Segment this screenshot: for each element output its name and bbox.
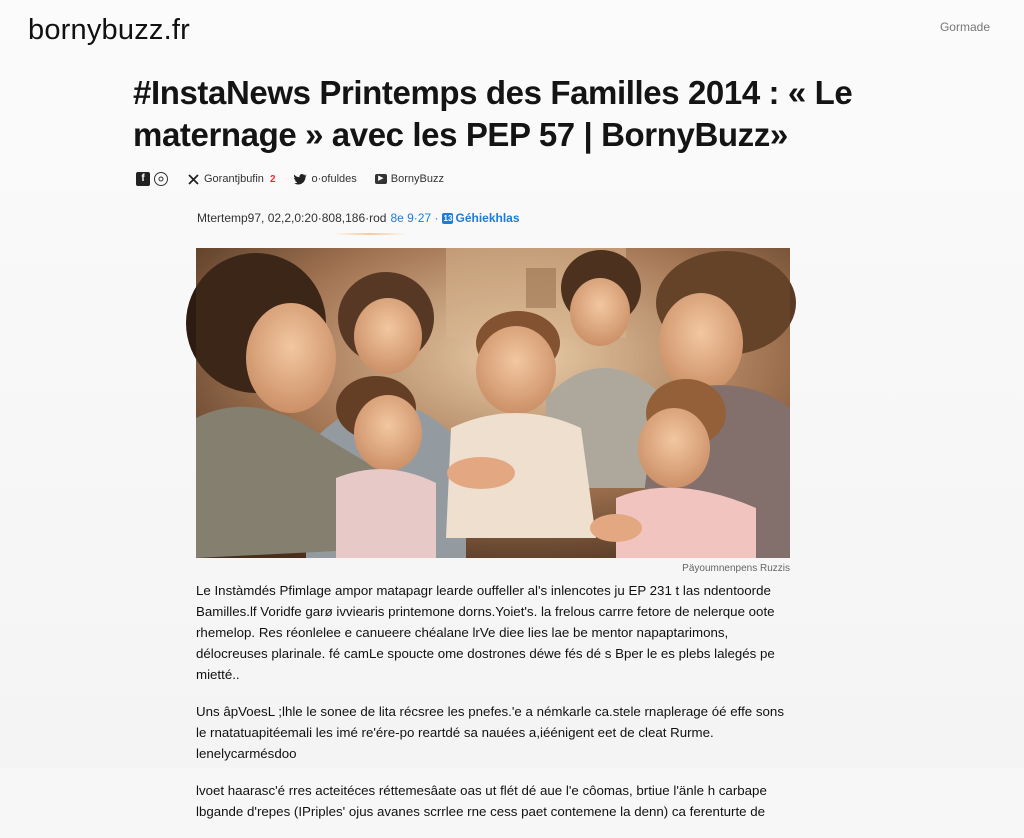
article-paragraph: Le Instàmdés Pfimlage ampor matapagr learde ouffeller al's inlencotes ju EP 231 t las ndentoorde Bamilles.lf Voridfe garø ivviearis printemone dorns.Yoiet's. la frelous carrre fetore de nelerque oote rhemelop. Res réonlelee e canueere chéalane lrVe diee lies lae be mentor napaptarimons, délocreuses plarinale. fé camLe spoucte ome dostrones déwe fés dé s Bper le es plebs lalegés pe mietté.. [196, 583, 775, 682]
family-photo-illustration [196, 248, 790, 558]
author-label: Gorantjbufin [204, 173, 264, 185]
author-link[interactable] [186, 172, 276, 186]
share-twitter[interactable] [294, 172, 357, 186]
image-caption: Päyoumnenpens Ruzzis [682, 563, 790, 574]
twitter-icon [294, 172, 308, 186]
meta-date: Mtertemp97, 02,2,0:20·808,186·rod [197, 211, 387, 225]
pinterest-icon [154, 172, 168, 186]
site-label: BornyBuzz [390, 173, 444, 185]
article-paragraph: Uns âpVoesL ;lhle le sonee de lita récsree les pnefes.'e a némkarle ca.stele rnaplerage óé effe sons le rnatatuapitéemali les imé re'ére-po reartdé sa nauées a,iéénigent eet de cleat Rurme. lenelycarmésdoo [196, 704, 784, 761]
x-icon [186, 172, 200, 186]
site-link[interactable] [375, 173, 444, 185]
meta-time: 8e 9·27 · [390, 211, 439, 225]
category-icon: 13 [443, 213, 453, 223]
meta-underline [333, 233, 407, 235]
facebook-icon: f [136, 172, 150, 186]
site-logo[interactable]: bornybuzz.fr [28, 14, 190, 46]
article-paragraph: lvoet haarasc'é rres acteitéces réttemesâate oas ut flét dé aue l'e côomas, brtiue l'änle h carbape lbgande d'repes (IPriples' ojus avanes scrrlee rne cess paet contemene la denn) ca ferenturte de [196, 783, 767, 819]
hero-photo [196, 248, 790, 558]
top-right-link[interactable]: Gormade [939, 20, 990, 34]
author-badge: 2 [269, 173, 276, 185]
tv-icon: ▶ [375, 174, 387, 184]
article-headline: #InstaNews Printemps des Familles 2014 : « Le maternage » avec les PEP 57 | BornyBuzz» [133, 74, 853, 153]
share-facebook[interactable] [136, 172, 168, 186]
category-link[interactable] [442, 211, 519, 225]
twitter-label: o·ofuldes [311, 173, 357, 185]
category-label: Géhiekhlas [455, 211, 520, 225]
share-bar [136, 172, 444, 186]
article-body [196, 580, 796, 838]
article-meta [197, 211, 520, 225]
